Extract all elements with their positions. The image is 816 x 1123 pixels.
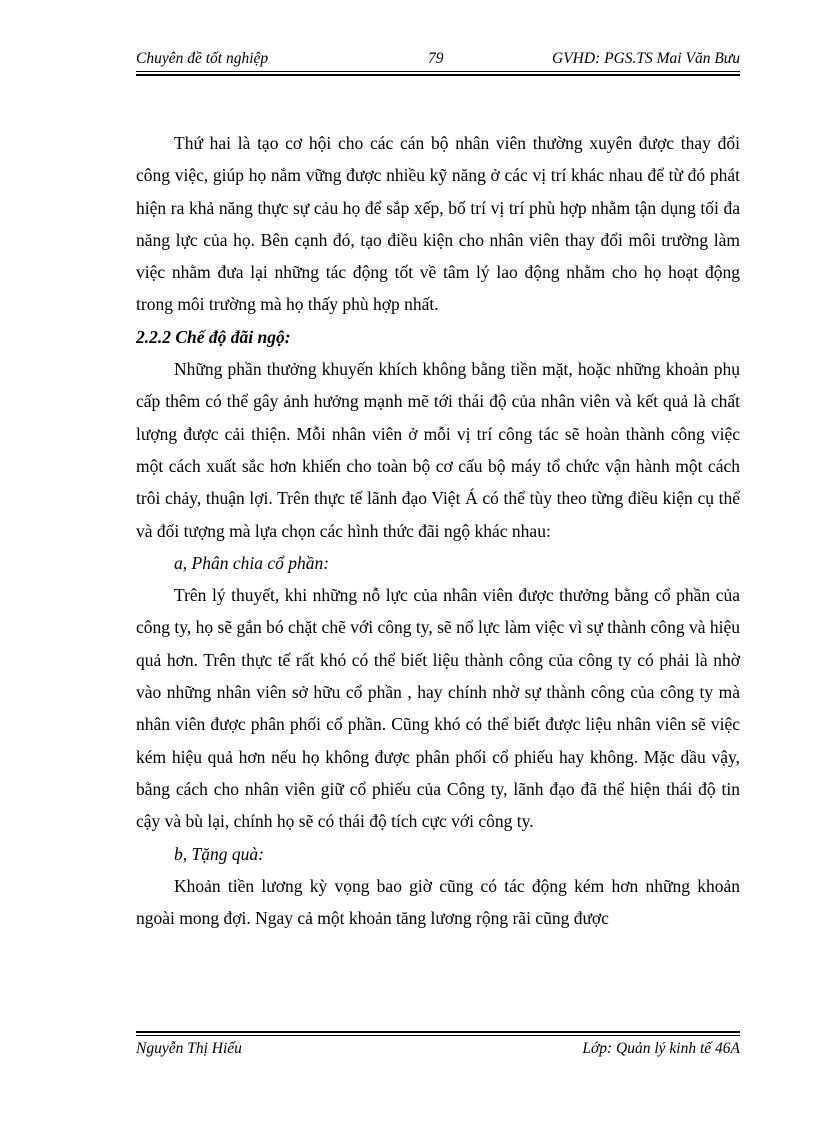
paragraph-4: Khoản tiền lương kỳ vọng bao giờ cũng có tác động kém hơn những khoản ngoài mong đợi. Ngay cả một khoản tăng lương rộng rãi cũng được <box>136 875 740 929</box>
subheading-a: a, Phân chia cổ phần: <box>174 552 330 573</box>
header-supervisor: GVHD: PGS.TS Mai Văn Bưu <box>552 50 740 67</box>
paragraph-3: Trên lý thuyết, khi những nỗ lực của nhân viên được thưởng bằng cổ phần của công ty, họ sẽ gắn bó chặt chẽ với công ty, sẽ nổ lực làm việc vì sự thành công và hiệu quả hơn. Trên thực tế rất khó có thể biết liệu thành công của công ty có phải là nhờ vào những nhân viên sở hữu cổ phần , hay chính nhờ sự thành công của công ty mà nhân viên được phân phối cổ phần. Cũng khó có thể biết được liệu nhân viên sẽ việc kém hiệu quả hơn nếu họ không được phân phối cổ phiếu hay không. Mặc dầu vậy, bằng cách cho nhân viên giữ cổ phiếu của Công ty, lãnh đạo đã thể hiện thái độ tin cậy và bù lại, chính họ sẽ có thái độ tích cực với công ty. <box>136 585 740 832</box>
paragraph-2: Những phần thưởng khuyến khích không bằng tiền mặt, hoặc những khoản phụ cấp thêm có thể gây ảnh hưởng mạnh mẽ tới thái độ của nhân viên và kết quả là chất lượng được cải thiện. Mỗi nhân viên ở mỗi vị trí công tác sẽ hoàn thành công việc một cách xuất sắc hơn khiến cho toàn bộ cơ cấu bộ máy tổ chức vận hành một cách trôi chảy, thuận lợi. Trên thực tế lãnh đạo Việt Á có thể tùy theo từng điều kiện cụ thể và đối tượng mà lựa chọn các hình thức đãi ngộ khác nhau: <box>136 359 740 541</box>
footer-class: Lớp: Quản lý kinh tế 46A <box>582 1040 740 1057</box>
document-body <box>136 127 740 934</box>
page-number: 79 <box>428 50 444 67</box>
header-rule-thick <box>136 74 740 76</box>
section-heading: 2.2.2 Chế độ đãi ngộ: <box>136 326 291 347</box>
footer-rule-thin <box>136 1035 740 1036</box>
page-footer <box>136 1038 740 1062</box>
footer-author: Nguyễn Thị Hiếu <box>136 1040 242 1057</box>
footer-rule-thick <box>136 1031 740 1033</box>
header-rule-thin <box>136 71 740 72</box>
page-header <box>136 46 740 72</box>
subheading-b: b, Tặng quà: <box>174 843 264 864</box>
header-title: Chuyên đề tốt nghiệp <box>136 50 269 67</box>
paragraph-1: Thứ hai là tạo cơ hội cho các cán bộ nhân viên thường xuyên được thay đổi công việc, giúp họ nắm vững được nhiều kỹ năng ở các vị trí khác nhau để từ đó phát hiện ra khả năng thực sự cảu họ để sắp xếp, bố trí vị trí phù hợp nhằm tận dụng tối đa năng lực của họ. Bên cạnh đó, tạo điều kiện cho nhân viên thay đổi môi trường làm việc nhằm đưa lại những tác động tốt về tâm lý lao động nhằm cho họ hoạt động trong môi trường mà họ thấy phù hợp nhất. <box>136 133 740 315</box>
